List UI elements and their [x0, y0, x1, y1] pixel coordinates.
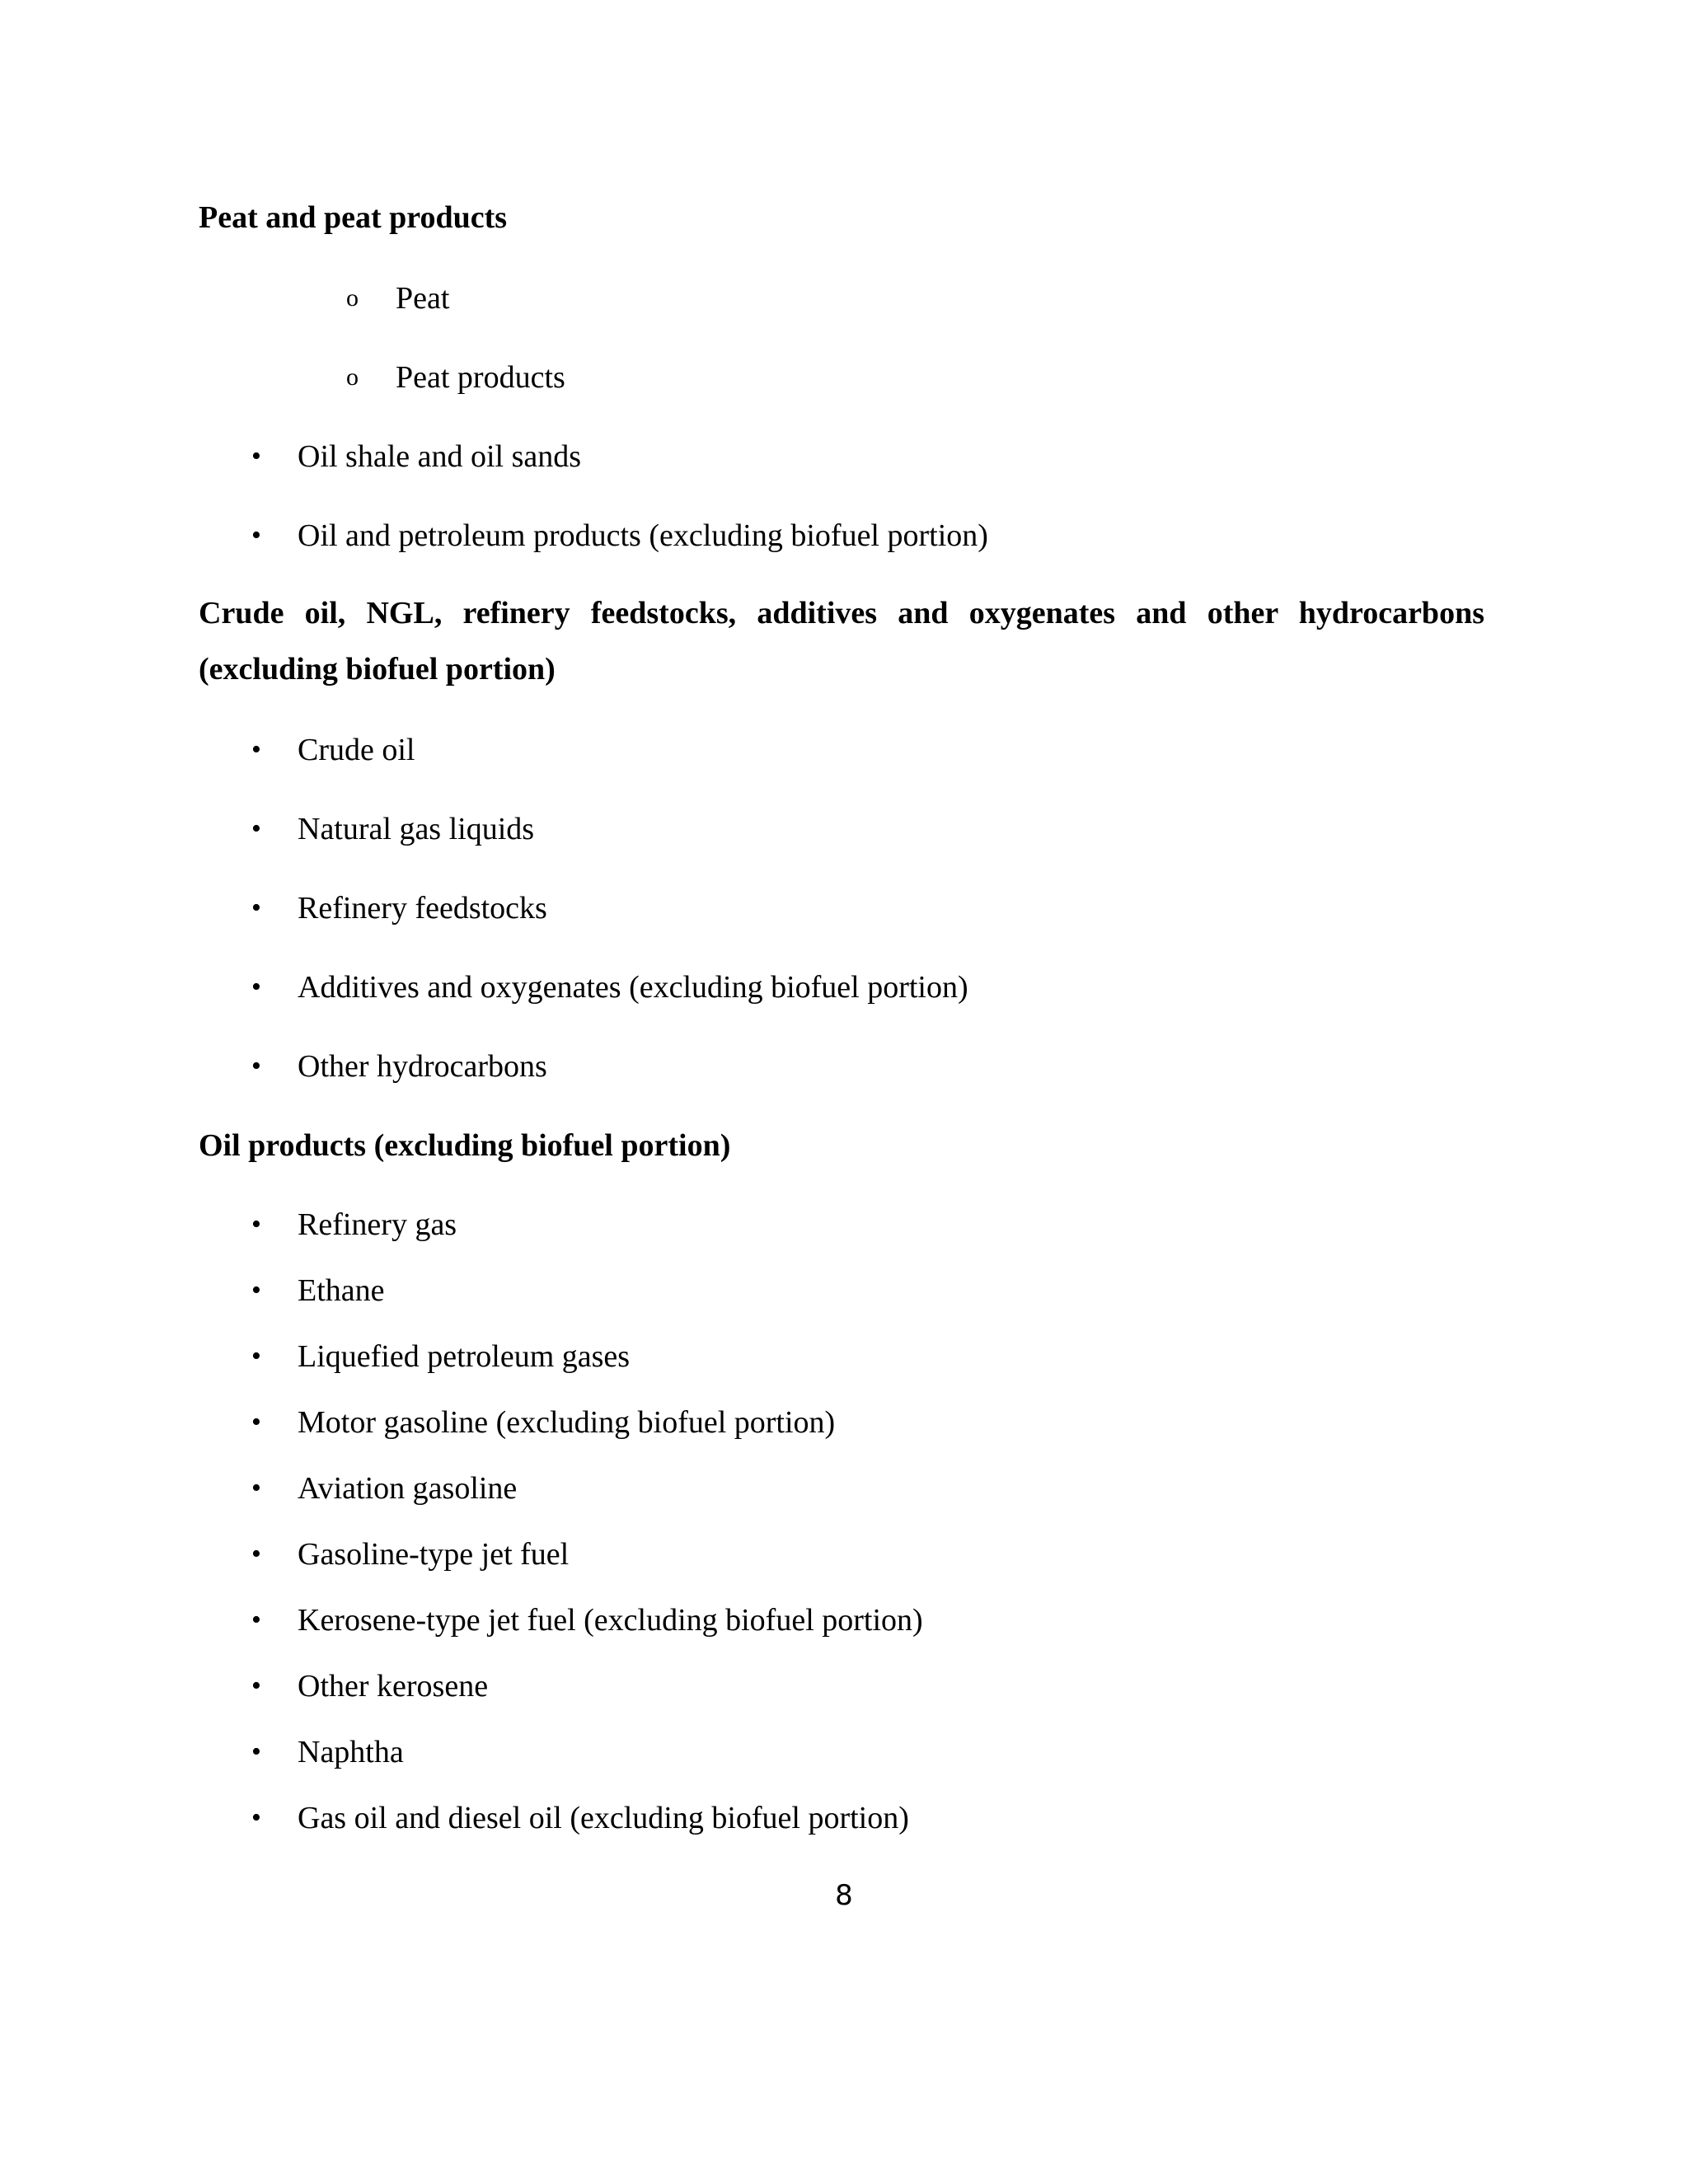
bullet-icon: •	[251, 1473, 261, 1503]
list-item-text: Aviation gasoline	[298, 1471, 518, 1506]
section-heading-crude-oil: Crude oil, NGL, refinery feedstocks, additives and oxygenates and other hydrocarbons (excluding biofuel portion)	[199, 596, 1484, 687]
list-item-text: Natural gas liquids	[298, 812, 535, 846]
bullet-icon: •	[251, 734, 261, 765]
list-item-text: Oil and petroleum products (excluding biofuel portion)	[298, 518, 988, 553]
bullet-icon: •	[251, 1736, 261, 1767]
list-item-text: Peat	[396, 281, 450, 316]
section-heading-peat: Peat and peat products	[199, 200, 508, 235]
bullet-icon: •	[251, 1539, 261, 1569]
bullet-icon: •	[251, 1605, 261, 1635]
circle-bullet-icon: o	[346, 363, 359, 391]
list-item-text: Crude oil	[298, 733, 415, 767]
bullet-icon: •	[251, 1407, 261, 1437]
bullet-icon: •	[251, 1209, 261, 1240]
list-item-text: Refinery gas	[298, 1207, 457, 1242]
list-item-text: Refinery feedstocks	[298, 891, 547, 926]
list-item-text: Gas oil and diesel oil (excluding biofuel portion)	[298, 1801, 909, 1835]
list-item-text: Other kerosene	[298, 1669, 489, 1704]
list-item-text: Naphtha	[298, 1735, 404, 1769]
list-item-text: Gasoline-type jet fuel	[298, 1537, 570, 1572]
list-item-text: Kerosene-type jet fuel (excluding biofuel portion)	[298, 1603, 923, 1638]
list-item-text: Peat products	[396, 360, 565, 395]
list-item-text: Ethane	[298, 1273, 385, 1308]
list-item-text: Additives and oxygenates (excluding biofuel portion)	[298, 970, 968, 1005]
list-item-text: Other hydrocarbons	[298, 1049, 547, 1084]
bullet-icon: •	[251, 441, 261, 471]
section-heading-oil-products: Oil products (excluding biofuel portion)	[199, 1128, 731, 1163]
bullet-icon: •	[251, 1802, 261, 1833]
bullet-icon: •	[251, 1671, 261, 1701]
bullet-icon: •	[251, 813, 261, 844]
list-item-text: Liquefied petroleum gases	[298, 1339, 631, 1374]
circle-bullet-icon: o	[346, 284, 359, 312]
bullet-icon: •	[251, 520, 261, 551]
bullet-icon: •	[251, 893, 261, 923]
bullet-icon: •	[251, 972, 261, 1002]
bullet-icon: •	[251, 1341, 261, 1371]
bullet-icon: •	[251, 1051, 261, 1081]
list-item-text: Motor gasoline (excluding biofuel portion)	[298, 1405, 836, 1440]
list-item-text: Oil shale and oil sands	[298, 439, 582, 474]
page-number: 8	[835, 1879, 853, 1912]
bullet-icon: •	[251, 1275, 261, 1305]
